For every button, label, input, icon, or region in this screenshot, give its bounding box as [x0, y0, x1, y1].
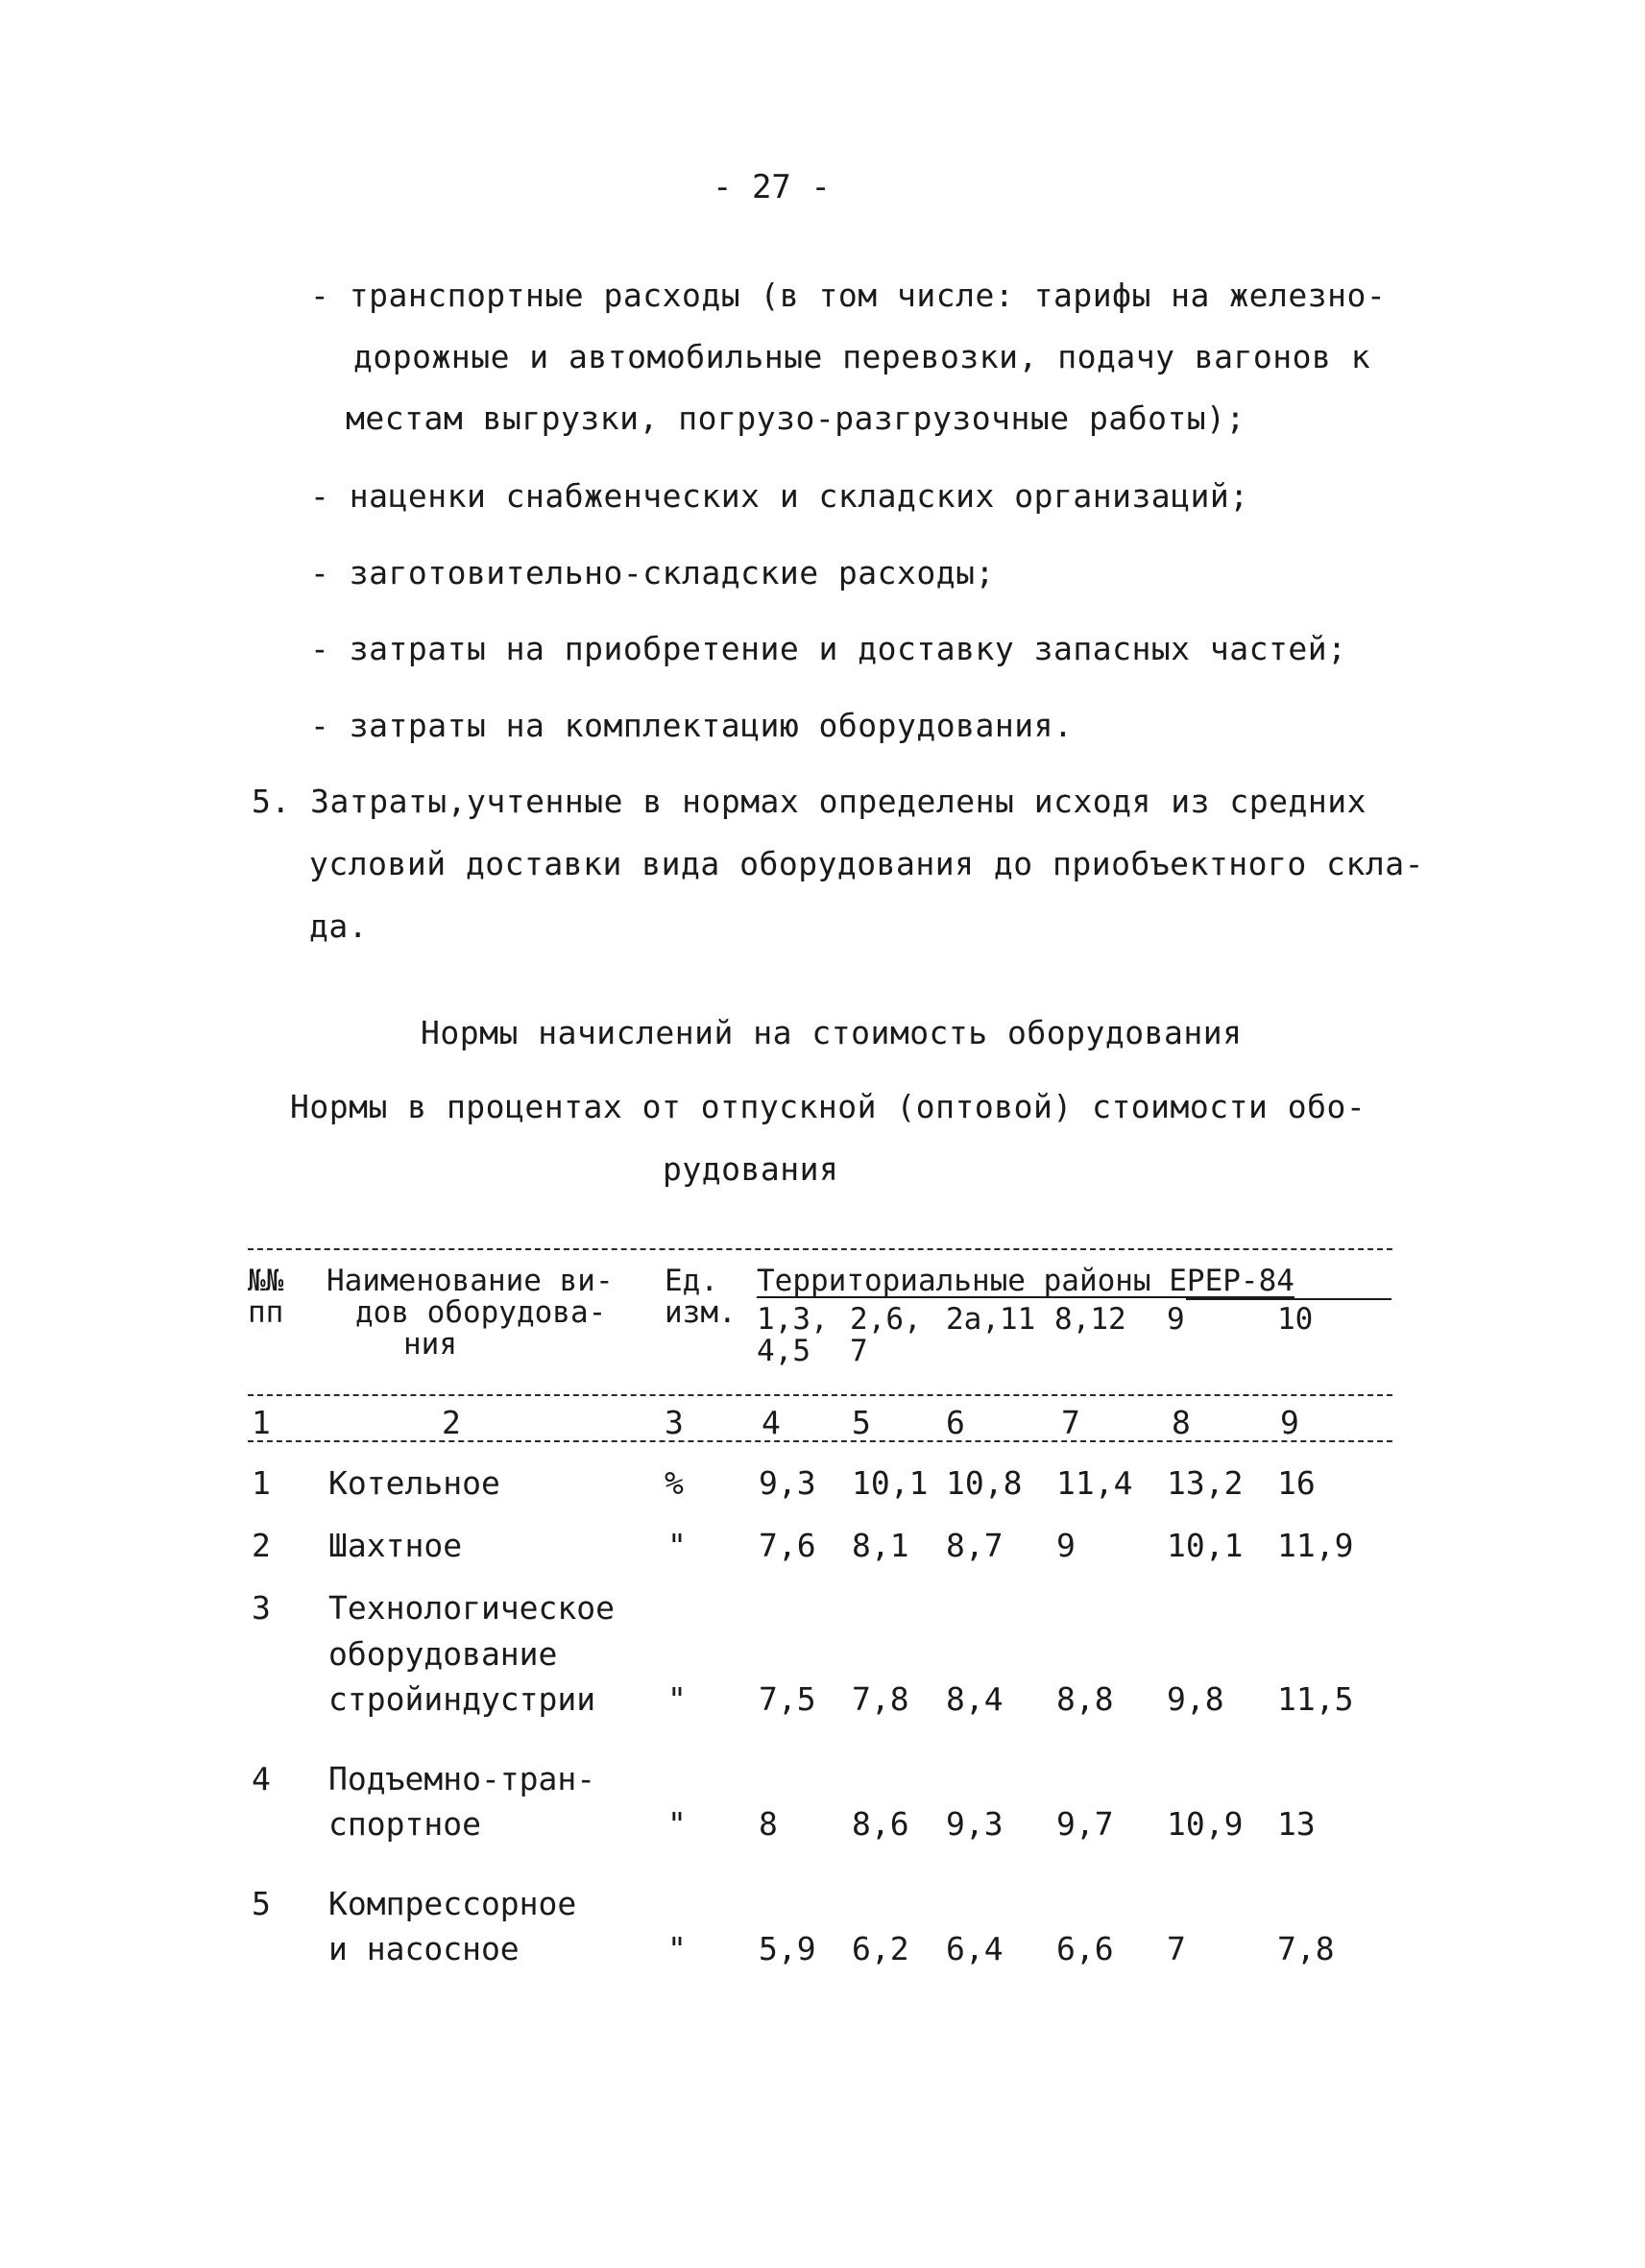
- heading-line: Нормы начислений на стоимость оборудования: [421, 1014, 1243, 1051]
- heading-line: Нормы в процентах от отпускной (оптовой) стоимости обо-: [290, 1088, 1367, 1125]
- colnum: 1: [252, 1404, 271, 1441]
- list-item: - затраты на комплектацию оборудования.: [310, 707, 1074, 744]
- header-name: Наименование ви- дов оборудова- ния: [327, 1264, 614, 1362]
- colnum: 7: [1061, 1404, 1080, 1441]
- regions-title-rule: [1186, 1298, 1391, 1300]
- header-num: №№ пп: [248, 1264, 284, 1330]
- header-region: 2,6, 7: [850, 1302, 922, 1368]
- header-region: 10: [1277, 1302, 1314, 1337]
- list-item: - затраты на приобретение и доставку запасных частей;: [310, 630, 1347, 667]
- list-item: - транспортные расходы (в том числе: тарифы на железно-: [310, 277, 1387, 314]
- page-number: - 27 -: [713, 168, 831, 206]
- colnum: 6: [946, 1404, 965, 1441]
- colnum-top-rule: [248, 1394, 1392, 1396]
- header-region: 1,3, 4,5: [757, 1302, 829, 1368]
- header-region: 8,12: [1054, 1302, 1126, 1337]
- colnum: 2: [442, 1404, 461, 1441]
- colnum: 5: [852, 1404, 871, 1441]
- header-region: 9: [1167, 1302, 1185, 1337]
- header-unit: Ед. изм.: [665, 1264, 737, 1330]
- header-region: 2а,11: [946, 1302, 1036, 1337]
- list-item: - наценки снабженческих и складских организаций;: [310, 477, 1249, 515]
- list-item-continuation: местам выгрузки, погрузо-разгрузочные работы);: [346, 399, 1246, 437]
- list-item: - заготовительно-складские расходы;: [310, 554, 995, 591]
- header-regions-title: Территориальные районы ЕРЕР-84: [757, 1264, 1294, 1298]
- table-top-rule: [248, 1248, 1392, 1250]
- heading-line: рудования: [663, 1150, 839, 1188]
- colnum: 9: [1280, 1404, 1299, 1441]
- list-item-continuation: дорожные и автомобильные перевозки, подачу вагонов к: [353, 338, 1371, 375]
- colnum-bottom-rule: [248, 1440, 1392, 1442]
- colnum: 8: [1172, 1404, 1191, 1441]
- colnum: 4: [762, 1404, 781, 1441]
- colnum: 3: [665, 1404, 684, 1441]
